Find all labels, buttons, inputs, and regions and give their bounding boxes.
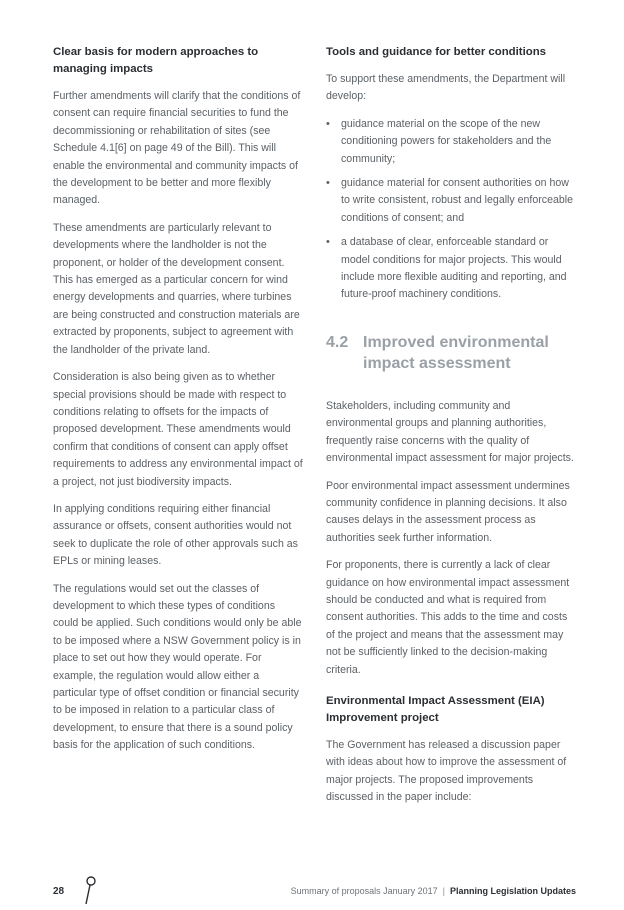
footer-title: Planning Legislation Updates <box>449 886 576 896</box>
list-item: • guidance material on the scope of the new conditioning powers for stakeholders and the community; <box>326 116 576 168</box>
heading-clear-basis: Clear basis for modern approaches to managing impacts <box>53 46 259 75</box>
list-item: • a database of clear, enforceable standard or model conditions for major projects. This would include more flexible auditing and reporting, and future-proof machinery conditions. <box>326 234 576 304</box>
footer-separator: | <box>442 886 445 896</box>
paragraph: The Government has released a discussion paper with ideas about how to improve the assessment of major projects. The proposed improvements discussed in the paper include: <box>326 738 567 804</box>
section-heading <box>326 332 576 374</box>
paragraph: Further amendments will clarify that the conditions of consent can require financial securities to fund the decommissioning or rehabilitation of sites (see Schedule 4.1[6] on page 49 of the Bill). This will enable the environmental and community impacts of the development to be better and more flexibly managed. <box>53 90 301 207</box>
section-title: Improved environmental impact assessment <box>363 333 549 372</box>
paragraph: For proponents, there is currently a lack of clear guidance on how environmental impact assessment should be conducted and what is required from consent authorities. This adds to the time and costs of the project and means that the assessment may not be sufficiently linked to the decision-making criteria. <box>326 559 570 676</box>
right-column <box>326 44 576 817</box>
page-footer <box>0 872 624 906</box>
paragraph: To support these amendments, the Department will develop: <box>326 73 566 103</box>
map-pin-icon <box>83 875 97 910</box>
left-column <box>53 44 303 765</box>
page-number: 28 <box>53 886 65 897</box>
paragraph: Poor environmental impact assessment undermines community confidence in planning decisions. It also causes delays in the assessment process as authorities seek further information. <box>326 479 570 544</box>
paragraph: Stakeholders, including community and environmental groups and planning authorities, frequently raise concerns with the quality of environmental impact assessment for major projects. <box>326 399 574 465</box>
heading-tools-guidance: Tools and guidance for better conditions <box>326 46 547 58</box>
paragraph: The regulations would set out the classes of development to which these types of conditions could be applied. Such conditions would only be able to be imposed where a NSW Government policy is in place to set out how they would operate. For example, the regulation would allow either a particular type of offset condition or financial security to be imposed in relation to a particular class of development, to ensure that there is a sound policy basis for the application of such conditions. <box>53 582 302 752</box>
list-item: • guidance material for consent authorities on how to write consistent, robust and legally enforceable conditions of consent; and <box>326 175 576 227</box>
section-number: 4.2 <box>326 333 349 351</box>
paragraph: Consideration is also being given as to whether special provisions should be made with respect to conditions relating to offsets for the impacts of proposed development. These amendments would confirm that conditions of consent can apply offset requirements to address any environmental impact of a project, not just biodiversity impacts. <box>53 371 303 488</box>
footer-text <box>291 886 576 896</box>
bullet-list <box>326 116 576 304</box>
paragraph: These amendments are particularly relevant to developments where the landholder is not the proponent, or holder of the development consent. This has emerged as a particular concern for wind energy developments and quarries, where turbines are being constructed and construction materials are extracted by proponents, subject to agreement with the landholder of the private land. <box>53 221 300 356</box>
paragraph: In applying conditions requiring either financial assurance or offsets, consent authorities would not seek to duplicate the role of other approvals such as EPLs or mining leases. <box>53 502 298 568</box>
footer-summary: Summary of proposals January 2017 <box>290 886 438 896</box>
heading-eia-project: Environmental Impact Assessment (EIA) Improvement project <box>326 694 545 724</box>
